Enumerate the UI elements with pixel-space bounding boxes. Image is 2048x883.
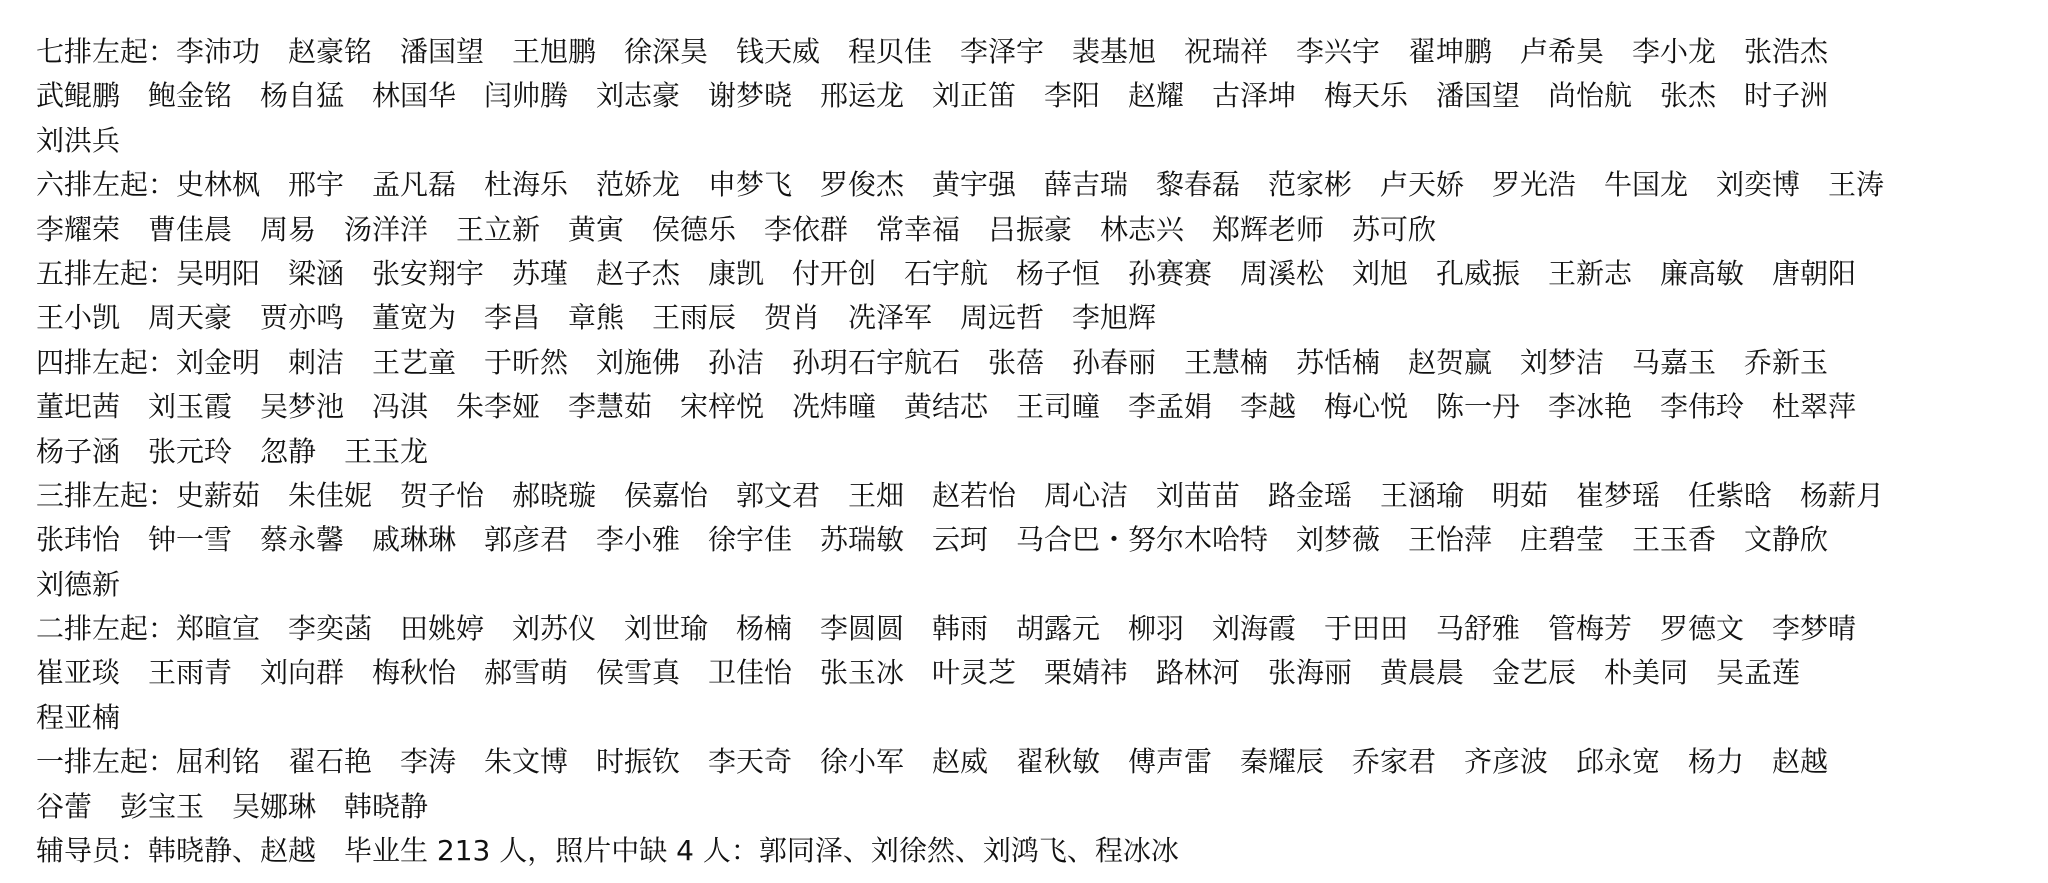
- row-5-line-1: 五排左起：吴明阳 梁涵 张安翔宇 苏瑾 赵子杰 康凯 付开创 石宇航 杨子恒 孙赛赛 周溪松 刘旭 孔威振 王新志 廉高敏 唐朝阳: [36, 256, 1857, 290]
- name-list-document: [36, 30, 2026, 873]
- row-4-line-1: 四排左起：刘金明 刺洁 王艺童 于昕然 刘施佛 孙洁 孙玥石宇航石 张蓓 孙春丽 王慧楠 苏恬楠 赵贺赢 刘梦洁 马嘉玉 乔新玉: [36, 345, 1829, 379]
- row-6-line-2: 李耀荣 曹佳晨 周易 汤洋洋 王立新 黄寅 侯德乐 李依群 常幸福 吕振豪 林志兴 郑辉老师 苏可欣: [36, 212, 1437, 246]
- row-6-line-1: 六排左起：史林枫 邢宇 孟凡磊 杜海乐 范娇龙 申梦飞 罗俊杰 黄宇强 薛吉瑞 黎春磊 范家彬 卢天娇 罗光浩 牛国龙 刘奕博 王涛: [36, 168, 1885, 202]
- counselor-summary-line: 辅导员：韩晓静、赵越 毕业生 213 人，照片中缺 4 人：郭同泽、刘徐然、刘鸿飞、程冰冰: [36, 834, 1179, 868]
- row-4-line-3: 杨子涵 张元玲 忽静 王玉龙: [36, 434, 429, 468]
- row-1-line-1: 一排左起：屈利铭 翟石艳 李涛 朱文博 时振钦 李天奇 徐小军 赵威 翟秋敏 傅声雷 秦耀辰 乔家君 齐彦波 邱永宽 杨力 赵越: [36, 745, 1829, 779]
- row-1-line-2: 谷蕾 彭宝玉 吴娜琳 韩晓静: [36, 789, 429, 823]
- row-7-line-1: 七排左起：李沛功 赵豪铭 潘国望 王旭鹏 徐深昊 钱天威 程贝佳 李泽宇 裴基旭 祝瑞祥 李兴宇 翟坤鹏 卢希昊 李小龙 张浩杰: [36, 35, 1829, 68]
- row-2-line-1: 二排左起：郑暄宣 李奕菡 田姚婷 刘苏仪 刘世瑜 杨楠 李圆圆 韩雨 胡露元 柳羽 刘海霞 于田田 马舒雅 管梅芳 罗德文 李梦晴: [36, 612, 1857, 646]
- row-7-line-3: 刘洪兵: [36, 123, 121, 157]
- row-2-line-2: 崔亚琰 王雨青 刘向群 梅秋怡 郝雪萌 侯雪真 卫佳怡 张玉冰 叶灵芝 栗婧祎 路林河 张海丽 黄晨晨 金艺辰 朴美同 吴孟莲: [36, 656, 1801, 690]
- row-5-line-2: 王小凯 周天豪 贾亦鸣 董宽为 李昌 章熊 王雨辰 贺肖 冼泽军 周远哲 李旭辉: [36, 301, 1157, 335]
- row-3-line-2: 张玮怡 钟一雪 蔡永馨 戚琳琳 郭彦君 李小雅 徐宇佳 苏瑞敏 云珂 马合巴・努尔木哈特 刘梦薇 王怡萍 庄碧莹 王玉香 文静欣: [36, 523, 1829, 557]
- row-7-line-2: 武鲲鹏 鲍金铭 杨自猛 林国华 闫帅腾 刘志豪 谢梦晓 邢运龙 刘正笛 李阳 赵耀 古泽坤 梅天乐 潘国望 尚怡航 张杰 时子洲: [36, 79, 1829, 113]
- row-3-line-1: 三排左起：史薪茹 朱佳妮 贺子怡 郝晓璇 侯嘉怡 郭文君 王畑 赵若怡 周心洁 刘苗苗 路金瑶 王涵瑜 明茹 崔梦瑶 任紫晗 杨薪月: [36, 478, 1885, 512]
- row-4-line-2: 董圯茜 刘玉霞 吴梦池 冯淇 朱李娅 李慧茹 宋梓悦 冼炜曈 黄结芯 王司曈 李孟娟 李越 梅心悦 陈一丹 李冰艳 李伟玲 杜翠萍: [36, 390, 1857, 424]
- row-3-line-3: 刘德新: [36, 567, 121, 601]
- row-2-line-3: 程亚楠: [36, 700, 121, 734]
